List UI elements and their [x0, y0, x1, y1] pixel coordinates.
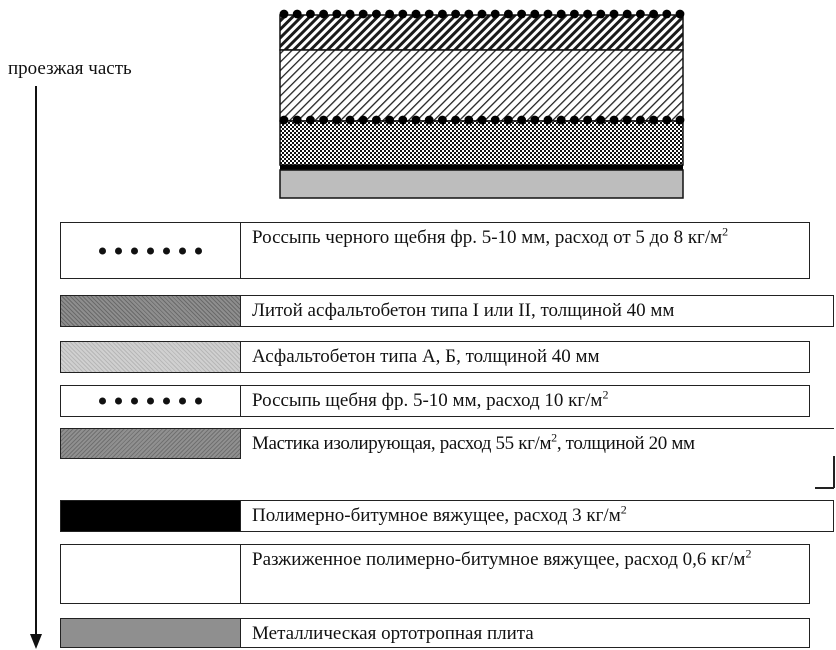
- legend-text-steel-plate: Металлическая ортотропная плита: [241, 618, 810, 648]
- gravel-dot: [530, 116, 539, 125]
- gravel-dot: [306, 10, 315, 19]
- gravel-dot: [649, 10, 658, 19]
- legend-text-thinned-binder: Разжиженное полимерно-битумное вяжущее, расход 0,6 $кг/м^2$: [241, 544, 810, 604]
- gravel-dot: [517, 10, 526, 19]
- gravel-dot: [596, 10, 605, 19]
- gravel-dot: [504, 116, 513, 125]
- depth-arrow: [28, 86, 48, 650]
- legend-swatch-asphalt-concrete: [60, 341, 241, 373]
- gravel-dot: [478, 10, 487, 19]
- legend-row-asphalt-concrete: [60, 341, 810, 373]
- legend-text-asphalt-concrete: Асфальтобетон типа А, Б, толщиной 40 мм: [241, 341, 810, 373]
- gravel-dot: [610, 10, 619, 19]
- gravel-dot: [662, 116, 671, 125]
- legend-row-binder: [60, 500, 834, 532]
- legend-row-black-gravel: [60, 222, 810, 279]
- legend-swatch-cast-asphalt: [60, 295, 241, 327]
- gravel-dot: [346, 10, 355, 19]
- gravel-dot: [504, 10, 513, 19]
- gravel-dot: [478, 116, 487, 125]
- gravel-dot: [623, 116, 632, 125]
- legend-row-cast-asphalt: [60, 295, 834, 327]
- legend-swatch-gravel: [60, 385, 241, 417]
- gravel-dot: [319, 10, 328, 19]
- gravel-dot: [570, 116, 579, 125]
- gravel-dot: [544, 10, 553, 19]
- legend-text-binder: Полимерно-битумное вяжущее, расход 3 $кг/м^2$: [241, 500, 834, 532]
- gravel-dot: [570, 10, 579, 19]
- gravel-dots-icon: [61, 398, 240, 405]
- legend-row-thinned-binder: [60, 544, 810, 604]
- gravel-dot: [293, 116, 302, 125]
- legend-text-mastic: Мастика изолирующая, расход 55 $кг/м^2$, толщиной 20 мм: [241, 428, 834, 459]
- layer-steel-plate: [280, 170, 683, 198]
- gravel-dot: [583, 116, 592, 125]
- gravel-dot: [385, 10, 394, 19]
- gravel-dot: [451, 116, 460, 125]
- gravel-dot: [438, 116, 447, 125]
- roadway-label: проезжая часть: [8, 58, 132, 79]
- legend-swatch-mastic: [60, 428, 241, 459]
- gravel-dot: [332, 116, 341, 125]
- gravel-dot: [636, 10, 645, 19]
- gravel-dot: [464, 116, 473, 125]
- gravel-dot: [412, 116, 421, 125]
- gravel-dot: [372, 10, 381, 19]
- gravel-dot: [676, 116, 685, 125]
- gravel-dot: [451, 10, 460, 19]
- gravel-dot: [464, 10, 473, 19]
- gravel-dot: [319, 116, 328, 125]
- gravel-dot: [332, 10, 341, 19]
- gravel-dot: [385, 116, 394, 125]
- legend-text-gravel: Россыпь щебня фр. 5-10 мм, расход 10 $кг/м^2$: [241, 385, 810, 417]
- legend-frame-edge: [833, 456, 835, 488]
- gravel-dot: [280, 10, 289, 19]
- legend-swatch-binder: [60, 500, 241, 532]
- gravel-dot: [425, 10, 434, 19]
- legend-text-cast-asphalt: Литой асфальтобетон типа I или II, толщиной 40 мм: [241, 295, 834, 327]
- gravel-dot: [398, 10, 407, 19]
- legend-swatch-black-gravel: [60, 222, 241, 279]
- gravel-dot: [544, 116, 553, 125]
- gravel-dot: [412, 10, 421, 19]
- gravel-dot: [398, 116, 407, 125]
- layer-cast-asphalt: [280, 15, 683, 50]
- gravel-dot: [636, 116, 645, 125]
- gravel-dot: [438, 10, 447, 19]
- legend-swatch-thinned-binder: [60, 544, 241, 604]
- gravel-dot: [491, 10, 500, 19]
- gravel-dot: [306, 116, 315, 125]
- layer-mastic: [280, 121, 683, 165]
- legend-text-black-gravel: Россыпь черного щебня фр. 5-10 мм, расход от 5 до 8 $кг/м^2$: [241, 222, 810, 279]
- legend-swatch-steel-plate: [60, 618, 241, 648]
- gravel-dot: [596, 116, 605, 125]
- gravel-dot: [676, 10, 685, 19]
- gravel-dot: [280, 116, 289, 125]
- gravel-dot: [359, 10, 368, 19]
- pavement-cross-section: [276, 6, 688, 202]
- gravel-dot: [491, 116, 500, 125]
- gravel-dots-icon: [61, 247, 240, 254]
- gravel-dot: [649, 116, 658, 125]
- gravel-dot: [359, 116, 368, 125]
- gravel-dot: [517, 116, 526, 125]
- gravel-dot: [662, 10, 671, 19]
- legend-row-steel-plate: [60, 618, 810, 648]
- legend-row-mastic: [60, 428, 834, 488]
- gravel-dot: [425, 116, 434, 125]
- gravel-dot: [346, 116, 355, 125]
- legend-frame-edge: [815, 487, 834, 489]
- gravel-dot: [583, 10, 592, 19]
- gravel-dot: [293, 10, 302, 19]
- gravel-dot: [623, 10, 632, 19]
- gravel-dot: [530, 10, 539, 19]
- legend-row-gravel: [60, 385, 810, 417]
- gravel-dot: [372, 116, 381, 125]
- layer-asphalt-concrete: [280, 50, 683, 121]
- gravel-dot: [557, 10, 566, 19]
- gravel-dot: [610, 116, 619, 125]
- gravel-dot: [557, 116, 566, 125]
